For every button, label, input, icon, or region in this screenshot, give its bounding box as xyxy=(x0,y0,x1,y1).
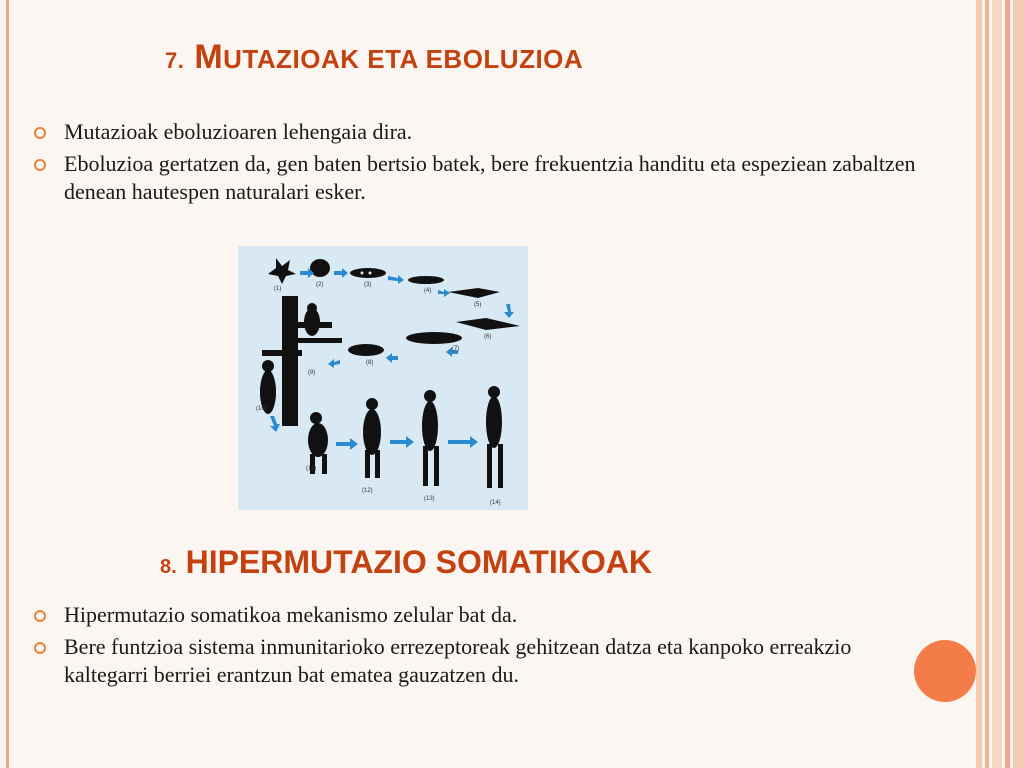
bottom-bullet-list xyxy=(34,601,914,693)
bullet-icon xyxy=(34,159,46,171)
figure-label: (3) xyxy=(364,282,372,288)
figure-label: (6) xyxy=(484,334,492,340)
decorative-orange-circle xyxy=(914,640,976,702)
figure-label: (5) xyxy=(474,302,482,308)
top-bullet-list xyxy=(34,118,954,210)
right-decorative-stripes xyxy=(976,0,1024,768)
figure-label: (2) xyxy=(316,282,324,288)
title2-number: 8. xyxy=(160,556,177,578)
figure-label: (9) xyxy=(308,370,316,376)
bullet-text: Bere funtzioa sistema inmunitarioko errezeptoreak gehitzean datza eta kanpoko erreakzio kaltegarri berriei erantzun bat ematea gauzatzen du. xyxy=(64,634,852,687)
bullet-item xyxy=(34,633,914,689)
title2-text: HIPERMUTAZIO SOMATIKOAK xyxy=(185,544,652,580)
figure-label: (14) xyxy=(490,500,501,506)
bullet-text: Eboluzioa gertatzen da, gen baten bertsio batek, bere frekuentzia handitu eta espeziean zabaltzen denean hautespen naturalari esker. xyxy=(64,151,916,204)
figure-label: (4) xyxy=(424,288,432,294)
figure-label: (12) xyxy=(362,488,373,494)
evolution-diagram xyxy=(238,246,528,510)
bullet-icon xyxy=(34,127,46,139)
left-border-line xyxy=(6,0,9,768)
evolution-illustration xyxy=(238,246,528,510)
title-initial: M xyxy=(194,38,224,76)
bullet-item xyxy=(34,118,954,146)
bullet-icon xyxy=(34,642,46,654)
title-number: 7. xyxy=(165,48,185,73)
slide-title-8 xyxy=(160,544,652,581)
figure-label: (7) xyxy=(452,346,460,352)
figure-label: (1) xyxy=(274,286,282,292)
title-rest: UTAZIOAK ETA EBOLUZIOA xyxy=(223,44,584,74)
figure-label: (11) xyxy=(306,466,317,472)
bullet-item xyxy=(34,150,954,206)
bullet-text: Hipermutazio somatikoa mekanismo zelular bat da. xyxy=(64,602,518,627)
figure-label: (10) xyxy=(256,406,267,412)
figure-label: (8) xyxy=(366,360,374,366)
bullet-text: Mutazioak eboluzioaren lehengaia dira. xyxy=(64,119,413,144)
slide-title-7 xyxy=(165,38,583,77)
bullet-icon xyxy=(34,610,46,622)
figure-label: (13) xyxy=(424,496,435,502)
bullet-item xyxy=(34,601,914,629)
